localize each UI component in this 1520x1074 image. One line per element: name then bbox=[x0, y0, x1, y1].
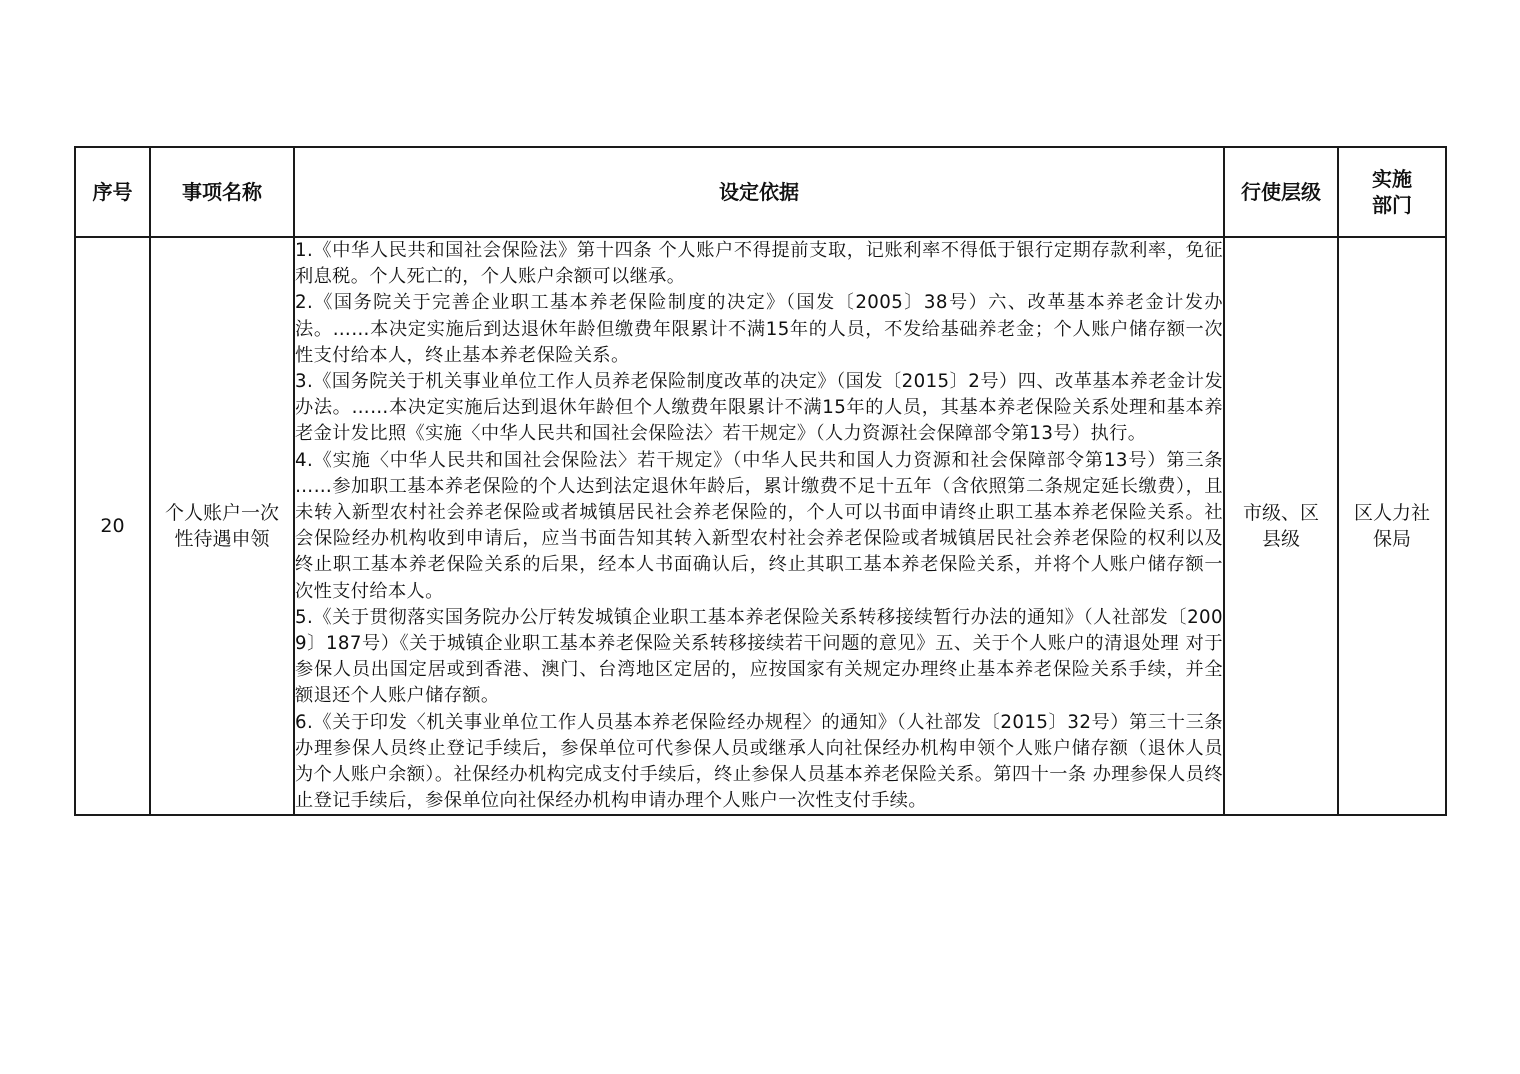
row-department: 区人力社保局 bbox=[1353, 502, 1430, 551]
header-department bbox=[1338, 147, 1446, 237]
header-index: 序号 bbox=[75, 147, 150, 237]
basis-clause-6: 6.《关于印发〈机关事业单位工作人员基本养老保险经办规程〉的通知》（人社部发〔2015〕32号）第三十三条 办理参保人员终止登记手续后，参保单位可代参保人员或继承人向社保经办机构申领个人账户储存额（退休人员为个人账户余额）。社保经办机构完成支付手续后，终止参保人员基本养老保险关系。第四十一条 办理参保人员终止登记手续后，参保单位向社保经办机构申请办理个人账户一次性支付手续。 bbox=[295, 711, 1223, 812]
basis-clause-2: 2.《国务院关于完善企业职工基本养老保险制度的决定》（国发〔2005〕38号）六、改革基本养老金计发办法。……本决定实施后到达退休年龄但缴费年限累计不满15年的人员，不发给基础养老金；个人账户储存额一次性支付给本人，终止基本养老保险关系。 bbox=[295, 292, 1223, 366]
basis-clause-4: 4.《实施〈中华人民共和国社会保险法〉若干规定》（中华人民共和国人力资源和社会保障部令第13号）第三条 ……参加职工基本养老保险的个人达到法定退休年龄后，累计缴费不足十五年（含依照第二条规定延长缴费），且未转入新型农村社会养老保险或者城镇居民社会养老保险的，个人可以书面申请终止职工基本养老保险关系。社会保险经办机构收到申请后，应当书面告知其转入新型农村社会养老保险或者城镇居民社会养老保险的权利以及终止职工基本养老保险关系的后果，经本人书面确认后，终止其职工基本养老保险关系，并将个人账户储存额一次性支付给本人。 bbox=[295, 449, 1223, 602]
row-index: 20 bbox=[75, 237, 150, 815]
header-level: 行使层级 bbox=[1224, 147, 1338, 237]
table-row bbox=[75, 237, 1446, 815]
basis-clause-5: 5.《关于贯彻落实国务院办公厅转发城镇企业职工基本养老保险关系转移接续暂行办法的通知》（人社部发〔2009〕187号）《关于城镇企业职工基本养老保险关系转移接续若干问题的意见》五、关于个人账户的清退处理 对于参保人员出国定居或到香港、澳门、台湾地区定居的，应按国家有关规定办理终止基本养老保险关系手续，并全额退还个人账户储存额。 bbox=[295, 606, 1223, 707]
row-item-name: 个人账户一次性待遇申领 bbox=[164, 502, 279, 551]
row-basis-cell bbox=[294, 237, 1224, 815]
basis-clause-1: 1.《中华人民共和国社会保险法》第十四条 个人账户不得提前支取，记账利率不得低于银行定期存款利率，免征利息税。个人死亡的，个人账户余额可以继承。 bbox=[295, 240, 1223, 288]
row-department-cell bbox=[1338, 237, 1446, 815]
header-basis: 设定依据 bbox=[294, 147, 1224, 237]
row-level: 市级、区县级 bbox=[1242, 502, 1319, 551]
header-department-text: 实施部门 bbox=[1372, 167, 1412, 217]
basis-clause-3: 3.《国务院关于机关事业单位工作人员养老保险制度改革的决定》（国发〔2015〕2号）四、改革基本养老金计发办法。……本决定实施后达到退休年龄但个人缴费年限累计不满15年的人员，其基本养老保险关系处理和基本养老金计发比照《实施〈中华人民共和国社会保险法〉若干规定》（人力资源社会保障部令第13号）执行。 bbox=[295, 371, 1223, 445]
row-item-name-cell bbox=[150, 237, 294, 815]
row-level-cell bbox=[1224, 237, 1338, 815]
header-item-name: 事项名称 bbox=[150, 147, 294, 237]
table-header-row bbox=[75, 147, 1446, 237]
admin-items-table bbox=[74, 146, 1447, 816]
